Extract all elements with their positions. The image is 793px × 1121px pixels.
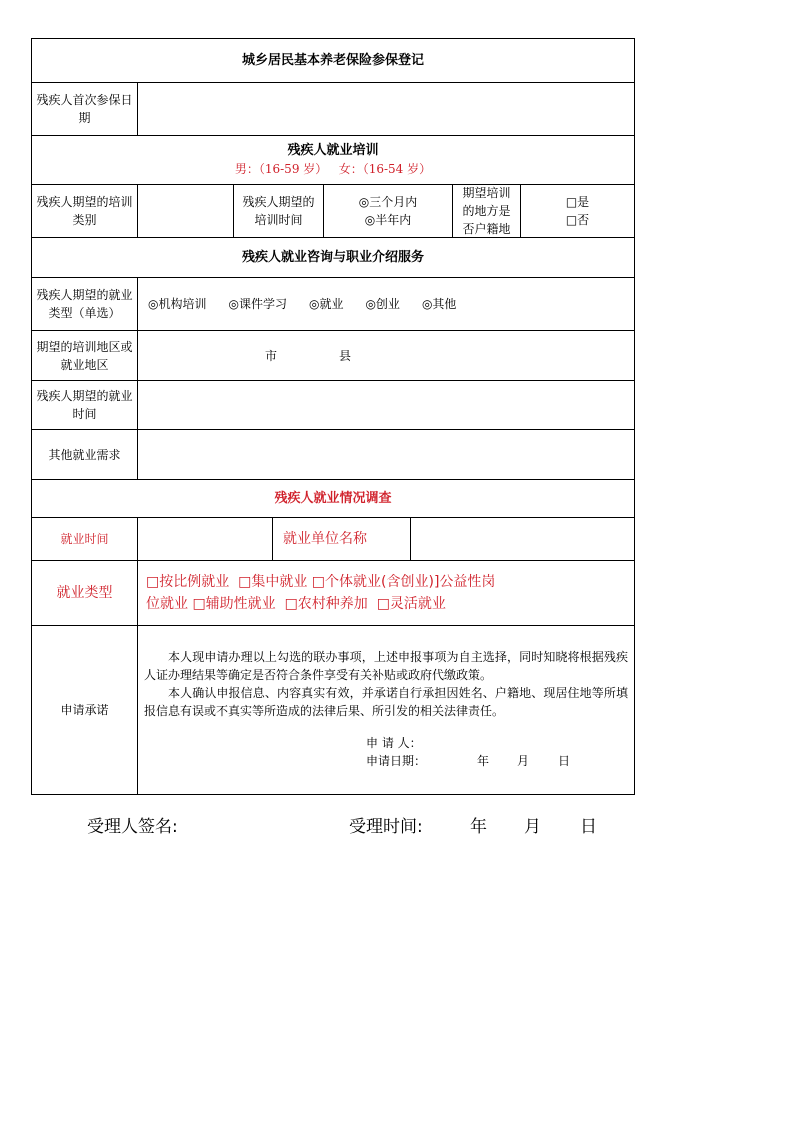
area-value[interactable] [138, 331, 634, 380]
survey-time-label: 就业时间 [32, 518, 138, 560]
employ-time-value[interactable] [138, 381, 634, 429]
survey-heading: 残疾人就业情况调查 [274, 490, 392, 506]
training-time-label: 残疾人期望的培训时间 [234, 185, 324, 237]
first-insured-row [32, 83, 634, 136]
registration-form [31, 38, 635, 795]
promise-row [32, 626, 634, 794]
form-title: 城乡居民基本养老保险参保登记 [241, 52, 424, 68]
training-local-no-checkbox[interactable]: □否 [565, 213, 590, 227]
survey-unit-value[interactable] [411, 518, 634, 560]
applicant-label: 申 请 人： [366, 736, 422, 750]
training-type-value[interactable] [138, 185, 234, 237]
employ-type-option-other[interactable]: ◎其他 [421, 297, 457, 311]
other-needs-label: 其他就业需求 [32, 430, 138, 479]
survey-heading-row [32, 480, 634, 518]
employ-type-options [138, 278, 634, 330]
promise-paragraph-2: 本人确认申报信息、内容真实有效，并承诺自行承担因姓名、户籍地、现居住地等所填报信息有误或不真实等所造成的法律后果、所引发的相关法律责任。 [144, 686, 628, 718]
employ-type-option-startup[interactable]: ◎创业 [365, 297, 400, 311]
survey-type-label: 就业类型 [32, 561, 138, 625]
receive-time-month: 月 [524, 817, 541, 837]
survey-type-line-1[interactable]: □按比例就业 □集中就业 □个体就业(含创业)]公益性岗 [146, 574, 496, 590]
employ-type-option-institution[interactable]: ◎机构培训 [148, 297, 207, 311]
area-row [32, 331, 634, 381]
other-needs-row [32, 430, 634, 480]
employ-type-label: 残疾人期望的就业类型（单选） [32, 278, 138, 330]
promise-paragraph-1: 本人现申请办理以上勾选的联办事项，上述申报事项为自主选择，同时知晓将根据残疾人证办理结果等确定是否符合条件享受有关补贴或政府代缴政策。 [144, 650, 628, 682]
training-local-yes-checkbox[interactable]: □是 [565, 195, 590, 209]
employ-type-option-employment[interactable]: ◎就业 [308, 297, 344, 311]
apply-date-day: 日 [558, 754, 571, 768]
consult-heading: 残疾人就业咨询与职业介绍服务 [241, 249, 424, 265]
training-time-option-3months[interactable]: ◎三个月内 [358, 195, 418, 209]
other-needs-value[interactable] [138, 430, 634, 479]
area-city: 市 [265, 348, 278, 363]
apply-date-year: 年 [477, 754, 490, 768]
promise-content [138, 626, 634, 794]
first-insured-label: 残疾人首次参保日期 [32, 83, 138, 135]
training-type-label: 残疾人期望的培训类别 [32, 185, 138, 237]
survey-time-value[interactable] [138, 518, 273, 560]
training-details-row [32, 185, 634, 238]
training-heading: 残疾人就业培训 [287, 143, 379, 158]
form-title-row [32, 39, 634, 83]
training-local-label: 期望培训的地方是否户籍地 [453, 185, 521, 237]
survey-time-row [32, 518, 634, 561]
area-label: 期望的培训地区或就业地区 [32, 331, 138, 380]
employ-time-label: 残疾人期望的就业时间 [32, 381, 138, 429]
survey-unit-label: 就业单位名称 [273, 518, 411, 560]
survey-type-line-2[interactable]: 位就业 □辅助性就业 □农村种养加 □灵活就业 [146, 596, 446, 612]
survey-type-options[interactable] [138, 561, 634, 625]
apply-date-label: 申请日期： [366, 754, 427, 768]
receiver-signature-label: 受理人签名: [87, 817, 178, 837]
employ-type-option-courseware[interactable]: ◎课件学习 [228, 297, 287, 311]
promise-label: 申请承诺 [32, 626, 138, 794]
training-time-option-halfyear[interactable]: ◎半年内 [364, 213, 412, 227]
receive-time-day: 日 [580, 817, 597, 837]
training-age-note: 男：（16-59 岁） 女：（16-54 岁） [234, 162, 432, 176]
receive-time-label: 受理时间: [349, 817, 423, 837]
survey-type-row [32, 561, 634, 626]
training-heading-row [32, 136, 634, 185]
consult-heading-row [32, 238, 634, 278]
employ-type-row [32, 278, 634, 331]
area-county: 县 [339, 348, 352, 363]
first-insured-value[interactable] [138, 83, 634, 135]
apply-date-month: 月 [517, 754, 530, 768]
receive-time-year: 年 [470, 817, 487, 837]
employ-time-row [32, 381, 634, 430]
